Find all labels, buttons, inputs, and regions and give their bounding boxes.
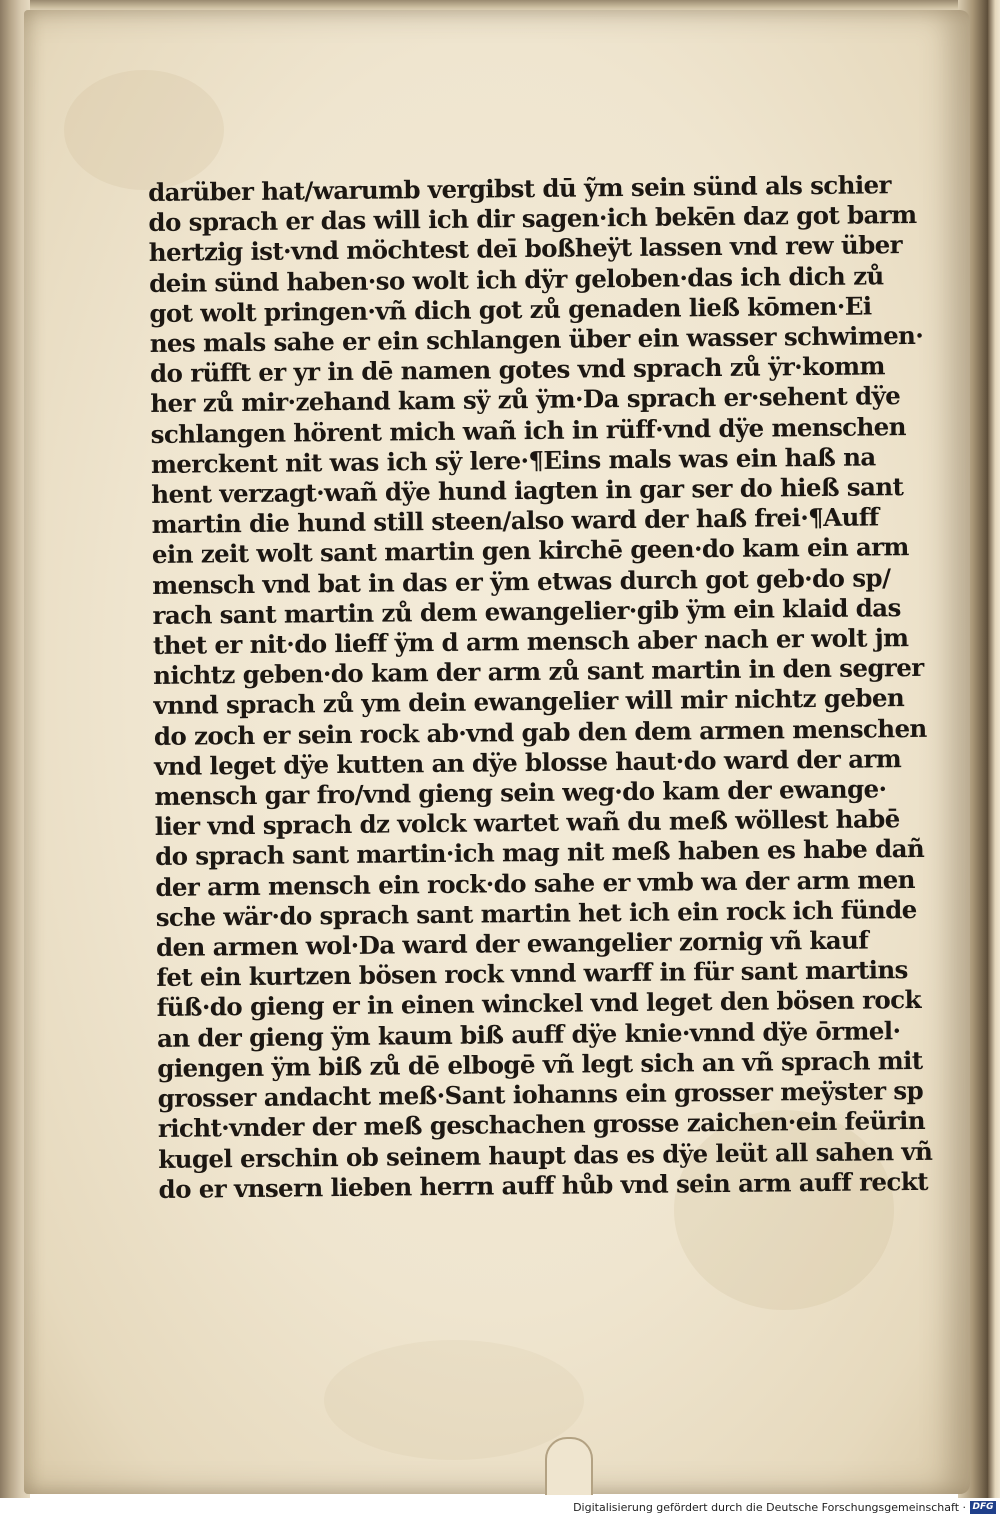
- text-line: rach sant martin zů dem ewangelier·gib ÿm ein klaid das: [152, 592, 901, 630]
- text-line: kugel erschin ob seinem haupt das es dÿe leüt all sahen vñ: [158, 1136, 933, 1174]
- text-line: an der gieng ÿm kaum biß auff dÿe knie·vnnd dÿe ōrmel·: [156, 1015, 901, 1053]
- text-line: darüber hat/warumb vergibst dū ỹm sein sünd als schier: [148, 170, 892, 207]
- blackletter-text-block: [148, 170, 933, 1205]
- text-line: do zoch er sein rock ab·vnd gab den dem armen menschen: [153, 713, 927, 751]
- footer-bar: [0, 1498, 1000, 1516]
- text-line: füß·do gieng er in einen winckel vnd leget den bösen rock: [156, 985, 922, 1023]
- text-line: fet ein kurtzen bösen rock vnnd warff in für sant martins: [156, 955, 908, 993]
- text-line: nes mals sahe er ein schlangen über ein wasser schwimen·: [149, 320, 924, 359]
- text-line: grosser andacht meß·Sant iohanns ein grosser meÿster sp: [157, 1076, 924, 1114]
- text-line: vnnd sprach zů ym dein ewangelier will mir nichtz geben: [153, 683, 905, 721]
- text-line: do rüfft er yr in dē namen gotes vnd sprach zů ÿr·komm: [149, 351, 886, 389]
- text-line: richt·vnder der meß geschachen grosse zaichen·ein feürin: [157, 1106, 926, 1144]
- text-line: den armen wol·Da ward der ewangelier zornig vñ kauf: [155, 925, 869, 963]
- text-line: giengen ÿm biß zů dē elbogē vñ legt sich an vñ sprach mit: [157, 1045, 923, 1083]
- text-line: schlangen hörent mich wañ ich in rüff·vnd dÿe menschen: [150, 411, 907, 449]
- text-line: merckent nit was ich sÿ lere·¶Eins mals was ein haß na: [150, 442, 876, 479]
- text-line: ein zeit wolt sant martin gen kirchē geen·do kam ein arm: [151, 532, 909, 570]
- text-line: got wolt pringen·vñ dich got zů genaden ließ kōmen·Ei: [149, 291, 872, 328]
- text-line: sche wär·do sprach sant martin het ich ein rock ich fünde: [155, 894, 917, 932]
- text-line: do sprach sant martin·ich mag nit meß haben es habe dañ: [154, 834, 925, 872]
- text-line: martin die hund still steen/also ward der haß frei·¶Auff: [151, 502, 879, 540]
- text-line: lier vnd sprach dz volck wartet wañ du meß wöllest habē: [154, 804, 900, 842]
- text-line: do er vnsern lieben herrn auff hůb vnd sein arm auff reckt: [158, 1166, 928, 1204]
- funding-credit: Digitalisierung gefördert durch die Deutsche Forschungsgemeinschaft ·: [573, 1501, 966, 1514]
- text-line: der arm mensch ein rock·do sahe er vmb wa der arm men: [155, 864, 916, 902]
- text-line: hertzig ist·vnd möchtest deī boßheÿt lassen vnd rew über: [148, 230, 903, 268]
- text-line: dein sünd haben·so wolt ich dÿr geloben·das ich dich zů: [148, 260, 884, 298]
- text-line: thet er nit·do lieff ÿm d arm mensch aber nach er wolt jm: [152, 623, 909, 661]
- text-line: mensch vnd bat in das er ÿm etwas durch got geb·do sp/: [152, 562, 891, 600]
- page-stain: [64, 70, 224, 190]
- text-line: her zů mir·zehand kam sÿ zů ÿm·Da sprach er·sehent dÿe: [150, 381, 901, 419]
- page-tab-marker: [545, 1437, 593, 1495]
- facing-page-edge: [988, 0, 1000, 1498]
- text-line: vnd leget dÿe kutten an dÿe blosse haut·do ward der arm: [154, 744, 902, 781]
- text-line: do sprach er das will ich dir sagen·ich bekēn daz got barm: [148, 200, 917, 238]
- text-line: nichtz geben·do kam der arm zů sant martin in den segrer: [153, 653, 924, 691]
- text-line: mensch gar fro/vnd gieng sein weg·do kam der ewange·: [154, 774, 887, 812]
- dfg-logo: DFG: [970, 1501, 996, 1514]
- text-line: hent verzagt·wañ dÿe hund iagten in gar ser do hieß sant: [151, 472, 904, 510]
- page-stain: [324, 1340, 584, 1460]
